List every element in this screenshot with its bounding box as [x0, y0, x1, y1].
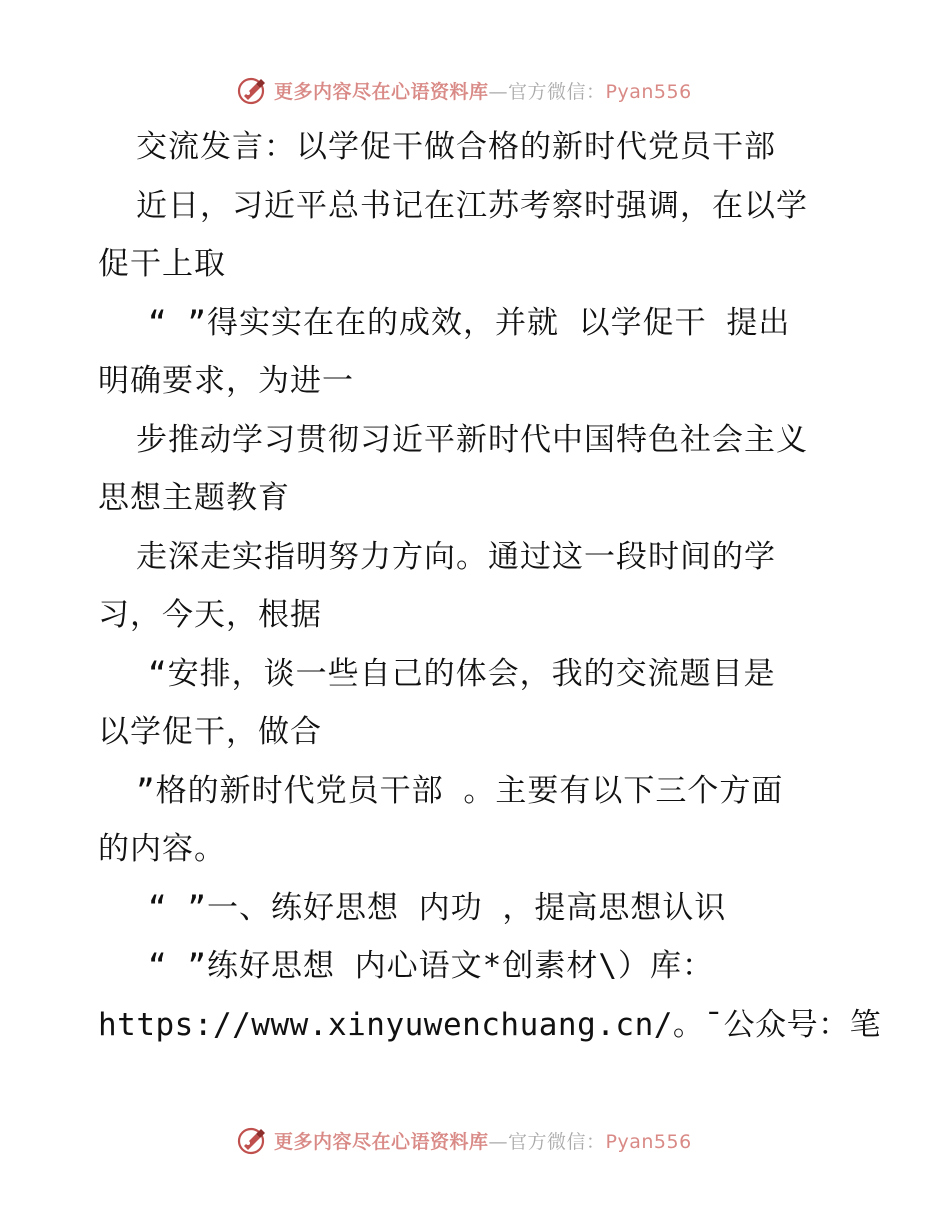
paragraph-line: “ ”练好思想 内心语文*创素材\）库： — [148, 948, 714, 984]
watermark-id: Pyan556 — [605, 80, 692, 103]
paragraph-line: 思想主题教育 — [98, 480, 290, 516]
paragraph-line: 走深走实指明努力方向。通过这一段时间的学 — [136, 538, 776, 575]
header-watermark — [0, 70, 950, 110]
watermark-official: —官方微信： — [488, 1130, 606, 1153]
watermark-main: 更多内容尽在心语资料库 — [274, 1130, 489, 1153]
paragraph-line: 的内容。 — [98, 831, 226, 867]
paragraph-line: 步推动学习贯彻习近平新时代中国特色社会主义 — [136, 421, 808, 458]
document-body — [98, 118, 882, 1054]
pen-logo-icon — [236, 1124, 268, 1156]
watermark-text — [274, 77, 692, 104]
paragraph-line: 促干上取 — [98, 246, 226, 282]
paragraph-line: “ ”得实实在在的成效，并就 以学促干 提出 — [148, 304, 791, 341]
watermark-official: —官方微信： — [488, 80, 606, 103]
pen-logo-icon — [236, 74, 268, 106]
paragraph-line: 以学促干，做合 — [98, 714, 322, 750]
section-heading: “ ”一、练好思想 内功 ，提高思想认识 — [148, 889, 727, 926]
watermark-id: Pyan556 — [605, 1130, 692, 1153]
paragraph-line: “安排，谈一些自己的体会，我的交流题目是 — [148, 655, 776, 692]
paragraph-line: ”格的新时代党员干部 。主要有以下三个方面 — [136, 772, 784, 809]
doc-title: 交流发言：以学促干做合格的新时代党员干部 — [136, 129, 776, 165]
watermark-main: 更多内容尽在心语资料库 — [274, 80, 489, 103]
footer-watermark — [0, 1120, 950, 1160]
paragraph-line: 明确要求，为进一 — [98, 363, 354, 399]
paragraph-line: 习，今天，根据 — [98, 597, 322, 633]
paragraph-line-url: https://www.xinyuwenchuang.cn/。¯公众号：笔 — [98, 1006, 882, 1043]
paragraph-line: 近日，习近平总书记在江苏考察时强调，在以学 — [136, 187, 808, 224]
watermark-text — [274, 1127, 692, 1154]
